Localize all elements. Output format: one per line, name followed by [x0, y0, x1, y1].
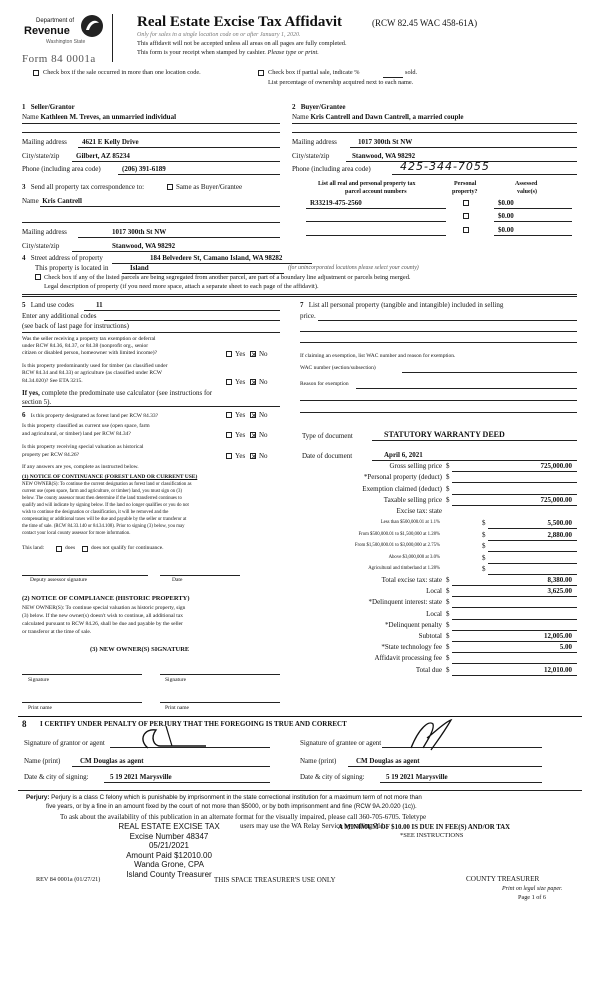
tax-row-value[interactable]: 12,005.00 — [544, 632, 572, 640]
location-hint: (for unincorporated locations please select your county) — [288, 265, 419, 271]
treasurer-space-label: THIS SPACE TREASURER'S USE ONLY — [214, 876, 336, 884]
doc-date-line — [372, 460, 577, 461]
tax-row-label: Total excise tax: state — [381, 576, 442, 584]
continuance-text-5: wish to continue the designation or classification, it will be removed and the — [22, 510, 169, 515]
tax-bracket-line — [488, 528, 577, 529]
tax-row-line — [452, 630, 577, 631]
parcel-value-2[interactable]: $0.00 — [498, 212, 514, 220]
current-use-no-checkbox[interactable]: ✕ — [251, 432, 257, 440]
land-use-line — [84, 310, 280, 311]
continuance-text-4: qualify and will indicate by signing below. If the land no longer qualifies or you do not — [22, 503, 189, 508]
forest-yes-checkbox[interactable] — [226, 412, 232, 418]
historic-q-1: Is this property receiving special valuation as historical — [22, 444, 144, 450]
dollar-sign: $ — [482, 565, 486, 574]
new-owner-sig-heading: (3) NEW OWNER(S) SIGNATURE — [90, 646, 190, 653]
historic-no-checkbox[interactable]: ✕ — [251, 453, 257, 461]
buyer-name-row: Name Kris Cantrell and Dawn Cantrell, a married couple — [292, 113, 464, 121]
tax-bracket-label: Less than $500,000.01 at 1.1% — [380, 520, 440, 525]
corr-city-line — [72, 251, 280, 252]
reason-label: Reason for exemption — [300, 381, 349, 387]
tax-row-line — [452, 505, 577, 506]
continuance-text-8: contact your local county assessor for more information. — [22, 531, 131, 536]
tax-row-line — [452, 675, 577, 676]
section8-number: 8 — [22, 719, 27, 729]
tax-row-label: Subtotal — [418, 632, 442, 640]
tax-row-label: Local — [426, 609, 442, 618]
no-label: No — [259, 378, 268, 386]
sec5-divider — [22, 332, 280, 333]
dollar-sign: $ — [446, 462, 450, 470]
section7-label: 7 List all personal property (tangible and intangible) included in selling — [300, 301, 504, 309]
yes-label: Yes — [235, 411, 246, 419]
forest-no-checkbox[interactable]: ✕ — [251, 412, 257, 420]
current-use-yes-checkbox[interactable] — [226, 432, 232, 438]
doc-date-label: Date of document — [302, 452, 353, 460]
tax-bracket-label: From $500,000.01 to $1,500,000 at 1.28% — [358, 531, 440, 537]
parcel-line-1 — [306, 208, 446, 209]
owner-print-line-2 — [160, 702, 280, 703]
parcel-value-3[interactable]: $0.00 — [498, 226, 514, 234]
certify-statement: I CERTIFY UNDER PENALTY OF PERJURY THAT THE FOREGOING IS TRUE AND CORRECT — [40, 720, 347, 728]
grantee-sig-label: Signature of grantee or agent — [300, 739, 382, 747]
buyer-blank-line — [292, 132, 577, 133]
land-does-checkbox[interactable] — [56, 546, 62, 552]
section5-label: 5 Land use codes — [22, 301, 74, 309]
exemption-q-line3: citizen or disabled person, homeowner with limited income)? — [22, 350, 158, 356]
tax-row-label: *State technology fee — [381, 643, 442, 652]
seller-heading: 1 Seller/Grantor — [22, 103, 75, 111]
personal-prop-line-1 — [318, 320, 577, 321]
exemption-no-checkbox[interactable]: ✕ — [251, 351, 257, 359]
stamp-line-1: REAL ESTATE EXCISE TAX — [118, 822, 220, 831]
tax-row-label: *Personal property (deduct) — [363, 473, 442, 482]
deputy-date-label: Date — [172, 577, 183, 583]
multi-location-checkbox[interactable] — [33, 70, 39, 76]
if-yes-note-2: section 5). — [22, 398, 52, 406]
correspondence-name-row: Name Kris Cantrell — [22, 197, 82, 205]
property-location[interactable]: Island — [130, 264, 149, 272]
tax-row-label: Exemption claimed (deduct) — [362, 484, 442, 493]
tax-bracket-value[interactable]: 5,500.00 — [547, 519, 572, 527]
wac-label: WAC number (section/subsection) — [300, 365, 376, 371]
tax-row-value[interactable]: 725,000.00 — [540, 495, 572, 504]
buyer-addr-line — [350, 147, 577, 148]
parcel-value-1[interactable]: $0.00 — [498, 199, 514, 207]
reason-line-1[interactable] — [356, 388, 577, 389]
grantor-name-label: Name (print) — [24, 757, 61, 765]
tax-row-label: Local — [426, 587, 442, 596]
tax-row-value[interactable]: 725,000.00 — [540, 462, 572, 470]
parcel-1-personal-checkbox[interactable] — [463, 200, 469, 206]
land-does-not-checkbox[interactable] — [82, 546, 88, 552]
stamp-amount: Amount Paid $12010.00 — [126, 850, 212, 860]
timber-no-checkbox[interactable]: ✕ — [251, 379, 257, 387]
additional-codes-line — [104, 320, 280, 321]
av-head-2: value(s) — [517, 189, 537, 195]
land-use-code[interactable]: 11 — [96, 301, 103, 309]
if-any-note: If any answers are yes, complete as instructed below. — [22, 464, 139, 470]
see-instructions: *SEE INSTRUCTIONS — [400, 832, 464, 839]
tax-row-line — [452, 585, 577, 586]
reason-line-2 — [300, 400, 577, 401]
this-land-label: This land: — [22, 545, 45, 551]
continuance-text-6: compensating or additional taxes will be due and payable by the seller or transferor at — [22, 517, 187, 522]
dollar-sign: $ — [482, 530, 486, 539]
corr-name-line — [40, 206, 280, 207]
seller-address[interactable]: 4621 E Kelly Drive — [82, 138, 139, 146]
owner-sig-label-1: Signature — [28, 677, 50, 683]
tax-bracket-label: From $1,500,000.01 to $3,000,000 at 2.75% — [354, 543, 440, 549]
seller-name-row: Name Kathleen M. Treves, an unmarried individual — [22, 113, 177, 121]
dollar-sign: $ — [446, 632, 450, 640]
stamp-excise-number: Excise Number 48347 — [129, 831, 209, 841]
no-label: No — [259, 431, 268, 439]
owner-sig-line-2 — [160, 674, 280, 675]
tax-row-label: *Delinquent interest: state — [368, 598, 442, 607]
grantor-date-city[interactable]: 5 19 2021 Marysville — [110, 773, 172, 781]
grantee-name-label: Name (print) — [300, 757, 337, 765]
stamp-treasurer: Wanda Grone, CPA — [134, 860, 204, 870]
does-not-label: does not qualify for continuance. — [91, 545, 164, 551]
wac-line[interactable] — [402, 372, 577, 373]
buyer-city[interactable]: Stanwood, WA 98292 — [352, 152, 416, 160]
exemption-label: If claiming an exemption, list WAC number and reason for exemption. — [300, 353, 456, 359]
parcel-2-personal-checkbox[interactable] — [463, 213, 469, 219]
same-as-buyer-label: Same as Buyer/Grantee — [176, 183, 243, 191]
ownership-note: List percentage of ownership acquired next to each name. — [268, 79, 414, 86]
reason-line-3 — [300, 412, 577, 413]
legal-desc-line-2 — [22, 296, 577, 297]
section7-label-2: price. — [300, 312, 316, 320]
dollar-sign: $ — [446, 473, 450, 482]
grantee-name-line — [348, 766, 542, 767]
timber-q-line2: RCW 84.34 and 84.33) or agriculture (as classified under RCW — [22, 370, 162, 376]
tax-row-line — [452, 619, 577, 620]
parcel-val-line-1 — [494, 208, 572, 209]
buyer-phone-label: Phone (including area code) — [292, 165, 371, 173]
timber-yes-checkbox[interactable] — [226, 379, 232, 385]
dollar-sign: $ — [446, 495, 450, 504]
legal-desc-line-1 — [22, 294, 577, 295]
tax-row-value[interactable]: 3,625.00 — [547, 587, 572, 596]
corr-city-label: City/state/zip — [22, 242, 60, 250]
deputy-sig-label: Deputy assessor signature — [30, 577, 88, 583]
tax-row-value[interactable]: 8,380.00 — [547, 576, 572, 584]
dollar-sign: $ — [446, 609, 450, 618]
owner-print-label-2: Print name — [165, 705, 189, 711]
buyer-address[interactable]: 1017 300th St NW — [358, 138, 413, 146]
owner-sig-line-1 — [22, 674, 142, 675]
tax-row-label: *Delinquent penalty — [385, 620, 442, 629]
grantee-date-label: Date & city of signing: — [300, 773, 365, 781]
compliance-text-3: calculated pursuant to RCW 84.26, shall be due and payable by the seller — [22, 621, 183, 627]
deputy-date-line — [160, 575, 240, 576]
exemption-q-line1: Was the seller receiving a property tax exemption or deferral — [22, 336, 156, 342]
property-address[interactable]: 184 Belvedere St, Camano Island, WA 98282 — [150, 254, 283, 262]
buyer-name[interactable]: Kris Cantrell and Dawn Cantrell, a married couple — [310, 113, 464, 121]
yes-label: Yes — [235, 350, 246, 358]
exemption-yes-checkbox[interactable] — [226, 351, 232, 357]
historic-yes-checkbox[interactable] — [226, 453, 232, 459]
parcel-val-line-2 — [494, 221, 572, 222]
compliance-text-2: (3) below. If the new owner(s) doesn't wish to continue, all additional tax — [22, 613, 184, 619]
dollar-sign: $ — [446, 576, 450, 584]
tax-row-line — [452, 663, 577, 664]
segregated-checkbox[interactable] — [35, 274, 41, 280]
timber-q-line3: 84.34.020)? See ETA 3215. — [22, 378, 83, 384]
corr-address[interactable]: 1017 300th St NW — [112, 228, 167, 236]
logo-state: Washington State — [46, 39, 86, 45]
legal-paper-note: Print on legal size paper. — [502, 886, 563, 892]
forest-q: 6 Is this property designated as forest land per RCW 84.33? — [22, 411, 159, 419]
seller-phone-line — [118, 174, 280, 175]
grantee-print-name[interactable]: CM Douglas as agent — [356, 757, 420, 765]
tax-row-label: Affidavit processing fee — [374, 654, 442, 663]
dollar-sign: $ — [446, 620, 450, 629]
doc-type-line — [372, 440, 577, 441]
perjury-line-4: users may use the WA Relay Service by calling 711. — [240, 822, 386, 830]
stamp-date: 05/21/2021 — [148, 841, 190, 851]
tax-bracket-line — [488, 563, 577, 564]
header-note-1: Only for sales in a single location code on or after January 1, 2020. — [137, 32, 301, 38]
seller-blank-line — [22, 132, 280, 133]
exemption-q-line2: under RCW 84.36, 84.37, or 84.38 (nonprofit org., senior — [22, 343, 149, 349]
deputy-sig-line — [22, 575, 148, 576]
seller-phone[interactable]: (206) 391-6189 — [122, 165, 166, 173]
buyer-phone-line — [392, 174, 577, 175]
dollar-sign: $ — [446, 643, 450, 652]
no-label: No — [259, 452, 268, 460]
perjury-line-1: Perjury: Perjury is a class C felony which is punishable by imprisonment in the state correctional institution for a maximum term of not more than — [26, 794, 422, 801]
parcel-line-3 — [306, 235, 446, 236]
no-label: No — [259, 350, 268, 358]
sold-label: sold. — [405, 69, 418, 76]
doc-type-label: Type of document — [302, 432, 353, 440]
grantor-date-label: Date & city of signing: — [24, 773, 89, 781]
grantor-print-name[interactable]: CM Douglas as agent — [80, 757, 144, 765]
form-revision: REV 84 0001a (01/27/21) — [36, 876, 101, 883]
timber-q-line1: Is this property predominantly used for timber (as classified under — [22, 363, 168, 369]
parcels-head-2: parcel account numbers — [345, 189, 407, 195]
corr-addr-label: Mailing address — [22, 228, 67, 236]
tax-bracket-value[interactable]: 2,880.00 — [547, 530, 572, 539]
doc-date[interactable]: April 6, 2021 — [384, 451, 423, 459]
historic-q-2: property per RCW 84.26? — [22, 452, 80, 458]
buyer-addr-label: Mailing address — [292, 138, 337, 146]
minimum-fee-note: A MINIMUM OF $10.00 IS DUE IN FEE(S) AND/OR TAX — [338, 824, 511, 831]
current-use-q-2: and agricultural, or timber) land per RCW 84.34? — [22, 431, 131, 437]
owner-sig-label-2: Signature — [165, 677, 187, 683]
header-note-3: This form is your receipt when stamped by cashier. Please type or print. — [137, 49, 319, 56]
same-as-buyer-checkbox[interactable] — [167, 184, 173, 190]
seller-name[interactable]: Kathleen M. Treves, an unmarried individual — [40, 113, 177, 121]
corr-city[interactable]: Stanwood, WA 98292 — [112, 242, 176, 250]
stamp-county: Island County Treasurer — [126, 869, 212, 879]
dollar-sign: $ — [446, 484, 450, 493]
dollar-sign: $ — [446, 587, 450, 596]
additional-codes-label: Enter any additional codes — [22, 312, 97, 320]
grantor-sig-label: Signature of grantor or agent — [24, 739, 105, 747]
treasurer-stamp — [104, 822, 234, 880]
continuance-text-3: below. The county assessor must then determine if the land transferred continues to — [22, 496, 182, 501]
partial-sale-checkbox[interactable] — [258, 70, 264, 76]
form-number: Form 84 0001a — [22, 53, 96, 65]
segregated-label: Check box if any of the listed parcels are being segregated from another parcel, are part of a boundary line adjustment or parcels being merged. — [44, 274, 411, 281]
partial-pct-field[interactable] — [383, 77, 403, 78]
form-statute: (RCW 82.45 WAC 458-61A) — [372, 18, 478, 28]
corr-addr-line — [78, 237, 280, 238]
tax-bracket-label: Agricultural and timberland at 1.28% — [368, 566, 440, 572]
tax-bracket-label: Above $3,000,000 at 3.0% — [388, 554, 440, 560]
grantor-name-line — [72, 766, 270, 767]
does-label: does — [65, 545, 76, 551]
parcel-3-personal-checkbox[interactable] — [463, 227, 469, 233]
compliance-heading: (2) NOTICE OF COMPLIANCE (HISTORIC PROPERTY) — [22, 595, 190, 602]
pp-head-2: property? — [452, 189, 478, 195]
av-head-1: Assessed — [515, 181, 538, 187]
partial-sale-label: Check box if partial sale, indicate % — [268, 69, 360, 76]
dollar-sign: $ — [482, 542, 486, 551]
grantee-signature-icon — [405, 718, 465, 752]
seller-city[interactable]: Gilbert, AZ 85234 — [76, 152, 130, 160]
personal-prop-line-2 — [300, 331, 577, 332]
tax-row-line — [452, 482, 577, 483]
seller-phone-label: Phone (including area code) — [22, 165, 101, 173]
grantee-date-line — [380, 782, 542, 783]
continuance-text-2: current use (open space, farm and agriculture, or timber) land, you must sign on (3) — [22, 489, 182, 494]
doc-type[interactable]: STATUTORY WARRANTY DEED — [384, 430, 505, 439]
grantor-date-line — [104, 782, 270, 783]
logo-dept-line: Department of — [36, 18, 75, 24]
personal-prop-line-3 — [300, 342, 577, 343]
dollar-sign: $ — [446, 654, 450, 663]
dollar-sign: $ — [446, 665, 450, 674]
no-label: No — [259, 411, 268, 419]
county-treasurer-label: COUNTY TREASURER — [466, 875, 540, 883]
buyer-phone[interactable]: 425-344-7055 — [400, 160, 490, 173]
yes-label: Yes — [235, 431, 246, 439]
tax-row-label: Taxable selling price — [383, 495, 442, 504]
sec6-top-line — [22, 406, 280, 407]
tax-row-line — [452, 652, 577, 653]
logo-revenue: Revenue — [24, 25, 70, 37]
yes-label: Yes — [235, 378, 246, 386]
tax-row-line — [452, 471, 577, 472]
tax-row-label: Gross selling price — [389, 462, 442, 470]
tax-row-line — [452, 494, 577, 495]
header-divider — [112, 14, 113, 62]
tax-row-label: Total due — [415, 665, 442, 674]
header-note-2: This affidavit will not be accepted unless all areas on all pages are fully completed. — [137, 40, 347, 47]
tax-row-line — [452, 596, 577, 597]
corr-blank-line — [22, 222, 280, 223]
yes-label: Yes — [235, 452, 246, 460]
owner-print-label-1: Print name — [28, 705, 52, 711]
dollar-sign: $ — [446, 598, 450, 607]
section3-label: 3 Send all property tax correspondence to: — [22, 183, 145, 191]
seller-city-line — [72, 161, 280, 162]
revenue-emblem-icon — [80, 14, 104, 38]
additional-codes-hint: (see back of last page for instructions) — [22, 322, 129, 330]
buyer-heading: 2 Buyer/Grantee — [292, 103, 346, 111]
form-title: Real Estate Excise Tax Affidavit — [137, 14, 342, 30]
tax-bracket-line — [488, 540, 577, 541]
buyer-name-line — [292, 123, 577, 124]
page-number: Page 1 of 6 — [518, 894, 547, 901]
sec8-top-rule — [18, 716, 582, 717]
grantor-signature-icon — [136, 724, 216, 752]
tax-row-line — [452, 607, 577, 608]
parcel-val-line-3 — [494, 235, 572, 236]
correspondence-name[interactable]: Kris Cantrell — [42, 197, 82, 205]
perjury-line-2: five years, or by a fine in an amount fixed by the court of not more than $5000, or by both imprisonment and fine (RCW 9A.20.020 (1c)). — [46, 803, 417, 810]
dollar-sign: $ — [482, 553, 486, 562]
grantee-date-city[interactable]: 5 19 2021 Marysville — [386, 773, 448, 781]
legal-desc-label: Legal description of property (if you need more space, attach a separate sheet to each page of the affidavit). — [44, 283, 319, 290]
parcel-number-1[interactable]: R33219-475-2560 — [310, 199, 362, 207]
compliance-text-1: NEW OWNER(S): To continue special valuation as historic property, sign — [22, 605, 186, 611]
current-use-q-1: Is this property classified as current use (open space, farm — [22, 423, 150, 429]
seller-name-line — [22, 123, 280, 124]
seller-city-label: City/state/zip — [22, 152, 60, 160]
pp-head-1: Personal — [454, 181, 477, 187]
tax-row-line — [452, 641, 577, 642]
dollar-sign: $ — [482, 519, 486, 527]
compliance-text-4: or transferor at the time of sale. — [22, 629, 92, 635]
perjury-top-rule — [18, 790, 582, 791]
seller-addr-line — [78, 147, 280, 148]
continuance-text-7: the time of sale. (RCW 84.33.140 or 84.34.108). Prior to signing (3) below, you may — [22, 524, 185, 529]
buyer-city-label: City/state/zip — [292, 152, 330, 160]
tax-row-label: Excise tax: state — [396, 507, 442, 516]
multi-location-label: Check box if the sale occurred in more than one location code. — [43, 69, 201, 76]
section4-label: 4 Street address of property — [22, 254, 103, 262]
parcels-head-1: List all real and personal property tax — [318, 181, 416, 187]
tax-bracket-line — [488, 551, 577, 552]
continuance-text-1: NEW OWNER(S): To continue the current designation as forest land or classification as — [22, 482, 192, 487]
tax-row-value[interactable]: 5.00 — [559, 643, 572, 652]
perjury-line-3: To ask about the availability of this publication in an alternate format for the visually impaired, please call 360-705-6705. Teletype — [60, 813, 427, 821]
tax-row-value[interactable]: 12,010.00 — [544, 665, 572, 674]
if-yes-note: If yes, complete the predominate use calculator (see instructions for — [22, 389, 213, 397]
owner-print-line-1 — [22, 702, 142, 703]
location-label: This property is located in — [35, 264, 109, 272]
parcel-line-2 — [306, 221, 446, 222]
continuance-heading: (1) NOTICE OF CONTINUANCE (FOREST LAND OR CURRENT USE) — [22, 474, 198, 480]
seller-addr-label: Mailing address — [22, 138, 67, 146]
